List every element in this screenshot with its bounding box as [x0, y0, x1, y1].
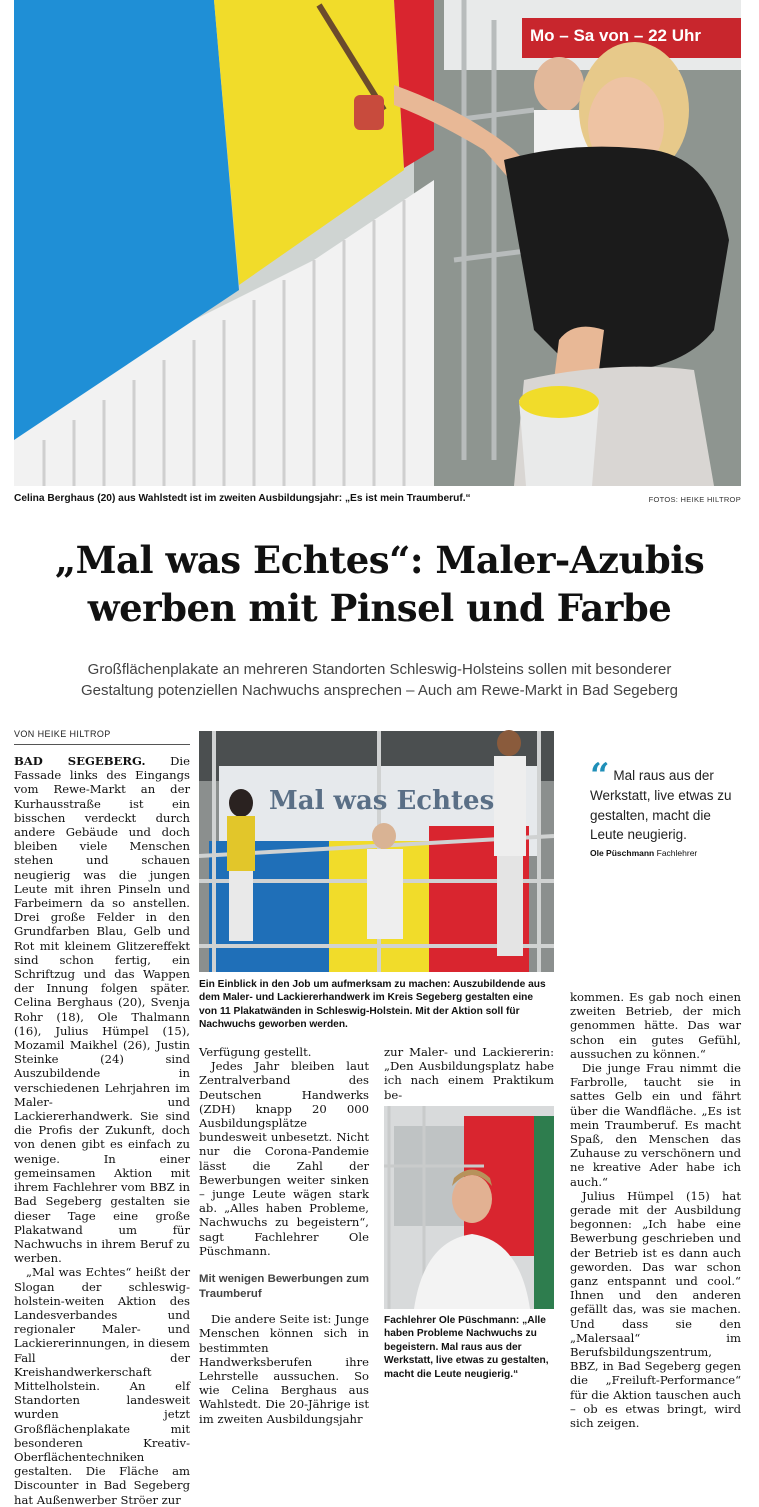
headline	[0, 536, 759, 632]
portrait-photo	[384, 1106, 554, 1309]
col4-paragraph-3: Julius Hümpel (15) hat gerade mit der Ausbildung begonnen: „Ich habe eine Bewerbung geschrieben und der Betrieb ist es dann auch geworden. Das war schon ganz entspannt und cool.“ Ihnen und den anderen gefällt das, was sie machen. Und dass sie den „Malersaal“ im Berufsbildungszentrum, BBZ, in Bad Segeberg gegen die „Freiluft-Performance“ für die Aktion tauschen auch – ob es etwas bringt, wird sich zeigen.	[570, 1188, 741, 1431]
middle-photo-illustration	[199, 731, 554, 972]
headline-line-2: werben mit Pinsel und Farbe	[87, 586, 672, 630]
portrait-caption: Fachlehrer Ole Püschmann: „Alle haben Probleme Nachwuchs zu begeistern. Mal raus aus der Werkstatt, live etwas zu gestalten, macht die Leute neugierig.“	[384, 1315, 549, 1380]
middle-photo	[199, 731, 554, 972]
byline-rule	[14, 744, 190, 745]
col2-paragraph-2: Jedes Jahr bleiben laut Zentralverband des Deutschen Handwerks (ZDH) knapp 20 000 Ausbildungsplätze bundesweit unbesetzt. Nicht nur die Corona-Pandemie lässt die Zahl der Bewerbungen weiter sinken – junge Leute wägen stark ab. „Alles haben Probleme, Nachwuchs zu begeistern“, sagt Fachlehrer Ole Püschmann.	[199, 1059, 369, 1258]
photo-credit: FOTOS: HEIKE HILTROP	[648, 495, 741, 504]
quote-mark-icon: “	[590, 756, 610, 796]
column-3	[384, 1045, 554, 1102]
subheading: Mit wenigen Bewerbungen zum Traumberuf	[199, 1273, 369, 1300]
column-4	[570, 990, 741, 1431]
col1-paragraph-1: Die Fassade links des Eingangs vom Rewe-Markt an der Kurhausstraße ist ein bisschen verdeckt durch andere Gebäude und doch bleiben viele Menschen stehen und schauen neugierig was die jungen Leute mit ihren Pinseln und Farbeimern da so anstellen. Drei große Felder in den Grundfarben Blau, Gelb und Rot mit kleinem Glitzereffekt sind schon fertig, ein Schriftzug und das Wappen der Innung folgen später. Celina Berghaus (20), Svenja Rohr (18), Ole Thalmann (16), Julius Hümpel (15), Mozamil Maikhel (26), Justin Steinke (24) sind Auszubildende in verschiedenen Lehrjahren im Maler- und Lackiererhandwerk. Sie sind die Profis der Zukunft, doch von denen gibt es einfach zu wenige. In einer gemeinsamen Aktion mit ihrem Fachlehrer vom BBZ in Bad Segeberg gestalten sie dieser Tage eine große Plakatwand um für Nachwuchs in ihrem Beruf zu werben.	[14, 754, 190, 1266]
deck-line-1: Großflächenplakate an mehreren Standorten Schleswig-Holsteins sollen mit besonderer	[87, 661, 672, 678]
pull-quote	[590, 756, 740, 858]
middle-photo-caption: Ein Einblick in den Job um aufmerksam zu machen: Auszubildende aus dem Maler- und Lackiererhandwerk im Kreis Segeberg gestalten eine von 11 Plakatwänden in Schleswig-Holstein. Mit der Aktion soll für Nachwuchs geworben werden.	[199, 979, 546, 1031]
quote-text: Mal raus aus der Werkstatt, live etwas zu gestalten, macht die Leute neugierig.	[590, 768, 732, 842]
col4-paragraph-2: Die junge Frau nimmt die Farbrolle, taucht sie in sattes Gelb ein und fährt über die Wandfläche. „Es ist mein Traumberuf. Es macht Spaß, den Menschen das Zuhause zu verschönern und ne kreative Ader habe ich auch.“	[570, 1061, 741, 1189]
col4-paragraph-1: kommen. Es gab noch einen zweiten Betrieb, der mich genommen hätte. Das war schon ein gutes Gefühl, aussuchen zu können.“	[570, 990, 741, 1061]
top-photo-caption: Celina Berghaus (20) aus Wahlstedt ist im zweiten Ausbildungsjahr: „Es ist mein Traumberuf.“	[14, 493, 471, 504]
quote-role: Fachlehrer	[656, 847, 698, 858]
col3-paragraph-1: zur Maler- und Lackiererin: „Den Ausbildungsplatz habe ich nach einem Praktikum be-	[384, 1045, 554, 1102]
dateline: BAD SEGEBERG.	[14, 754, 146, 768]
deck	[0, 659, 759, 701]
store-hours-sign-text: Mo – Sa von – 22 Uhr	[530, 26, 701, 45]
top-photo	[14, 0, 741, 486]
byline: VON HEIKE HILTROP	[14, 729, 111, 739]
col2-paragraph-1: Verfügung gestellt.	[199, 1045, 312, 1059]
column-2	[199, 1045, 369, 1426]
col1-paragraph-2: „Mal was Echtes“ heißt der Slogan der schleswig-holstein-weiten Aktion des Landesverbandes und regionaler Maler- und Lackiererinnungen, in diesem Fall der Kreishandwerkerschaft Mittelholstein. An elf Standorten landesweit wurden jetzt Großflächenplakate mit besonderen Kreativ-Oberflächentechniken gestalten. Die Fläche am Discounter in Bad Segeberg hat Außenwerber Ströer zur	[14, 1265, 190, 1507]
column-1	[14, 754, 190, 1507]
top-photo-illustration	[14, 0, 741, 486]
quote-author: Ole Püschmann	[590, 847, 655, 858]
wall-slogan: Mal was Echtes	[269, 786, 495, 816]
headline-line-1: „Mal was Echtes“: Maler-Azubis	[54, 538, 705, 582]
deck-line-2: Gestaltung potenziellen Nachwuchs ansprechen – Auch am Rewe-Markt in Bad Segeberg	[80, 682, 678, 699]
col2-paragraph-3: Die andere Seite ist: Junge Menschen können sich in bestimmten Handwerksberufen ihre Lehrstelle aussuchen. So wie Celina Berghaus aus Wahlstedt. Die 20-Jährige ist im zweiten Ausbildungsjahr	[199, 1312, 369, 1426]
portrait-illustration	[384, 1106, 554, 1309]
